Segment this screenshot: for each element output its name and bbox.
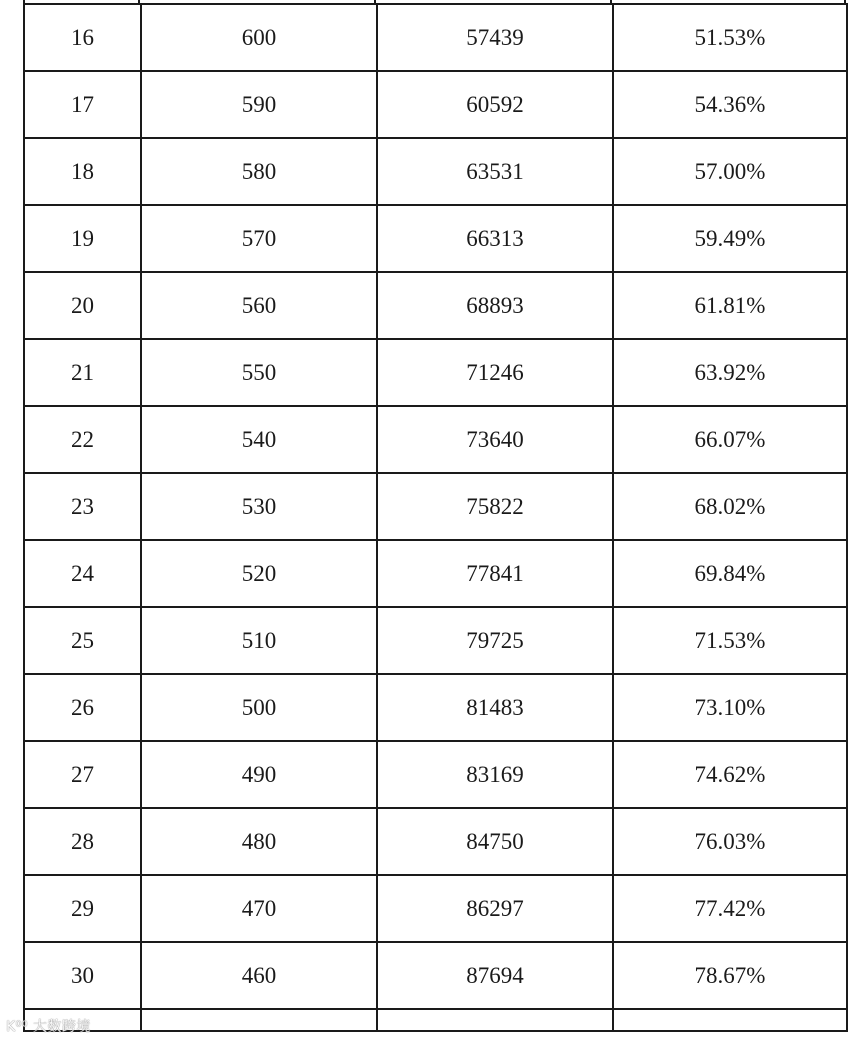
rank-cell: 30 [24,942,141,1009]
cumulative-percent-cell: 78.67% [613,942,847,1009]
empty-cell [377,1009,613,1031]
cumulative-percent-cell: 54.36% [613,71,847,138]
score-cell: 490 [141,741,377,808]
table-row [24,473,847,540]
table-row [24,339,847,406]
rank-cell: 29 [24,875,141,942]
cumulative-percent-cell: 59.49% [613,205,847,272]
cumulative-count-cell: 86297 [377,875,613,942]
rank-cell: 19 [24,205,141,272]
cumulative-percent-cell: 61.81% [613,272,847,339]
data-table-container [23,3,848,1032]
rank-cell: 20 [24,272,141,339]
cumulative-percent-cell: 69.84% [613,540,847,607]
cumulative-count-cell: 79725 [377,607,613,674]
table-row [24,138,847,205]
table-row [24,942,847,1009]
score-cell: 540 [141,406,377,473]
score-cell: 580 [141,138,377,205]
cumulative-count-cell: 71246 [377,339,613,406]
cumulative-percent-cell: 66.07% [613,406,847,473]
score-cell: 600 [141,4,377,71]
table-row [24,71,847,138]
score-cell: 560 [141,272,377,339]
cumulative-count-cell: 60592 [377,71,613,138]
table-row [24,205,847,272]
cumulative-count-cell: 73640 [377,406,613,473]
watermark: K⁰⁰ 大数跨境 [6,1019,91,1035]
score-cell: 500 [141,674,377,741]
cumulative-count-cell: 83169 [377,741,613,808]
cumulative-count-cell: 87694 [377,942,613,1009]
score-cell: 590 [141,71,377,138]
cumulative-percent-cell: 74.62% [613,741,847,808]
cumulative-count-cell: 84750 [377,808,613,875]
score-cell: 550 [141,339,377,406]
cumulative-percent-cell: 68.02% [613,473,847,540]
cumulative-count-cell: 68893 [377,272,613,339]
rank-cell: 24 [24,540,141,607]
rank-cell: 26 [24,674,141,741]
cumulative-count-cell: 77841 [377,540,613,607]
table-row [24,607,847,674]
table-row [24,808,847,875]
score-cell: 470 [141,875,377,942]
cumulative-count-cell: 57439 [377,4,613,71]
rank-cell: 22 [24,406,141,473]
cumulative-percent-cell: 63.92% [613,339,847,406]
cumulative-percent-cell: 71.53% [613,607,847,674]
cumulative-percent-cell: 76.03% [613,808,847,875]
score-cell: 520 [141,540,377,607]
rank-cell: 18 [24,138,141,205]
table-row [24,741,847,808]
cumulative-count-cell: 66313 [377,205,613,272]
rank-cell: 23 [24,473,141,540]
score-cell: 510 [141,607,377,674]
table-row-partial [24,1009,847,1031]
cumulative-count-cell: 81483 [377,674,613,741]
table-row [24,875,847,942]
score-cell: 530 [141,473,377,540]
cumulative-count-cell: 63531 [377,138,613,205]
score-cell: 480 [141,808,377,875]
rank-cell: 28 [24,808,141,875]
score-ranking-table [23,3,848,1032]
score-cell: 570 [141,205,377,272]
rank-cell: 25 [24,607,141,674]
empty-cell [141,1009,377,1031]
rank-cell: 27 [24,741,141,808]
cumulative-count-cell: 75822 [377,473,613,540]
cumulative-percent-cell: 57.00% [613,138,847,205]
cumulative-percent-cell: 51.53% [613,4,847,71]
rank-cell: 16 [24,4,141,71]
table-row [24,674,847,741]
rank-cell: 17 [24,71,141,138]
table-row [24,406,847,473]
cumulative-percent-cell: 73.10% [613,674,847,741]
table-row [24,540,847,607]
rank-cell: 21 [24,339,141,406]
cumulative-percent-cell: 77.42% [613,875,847,942]
empty-cell [613,1009,847,1031]
table-row [24,272,847,339]
table-row [24,4,847,71]
score-cell: 460 [141,942,377,1009]
